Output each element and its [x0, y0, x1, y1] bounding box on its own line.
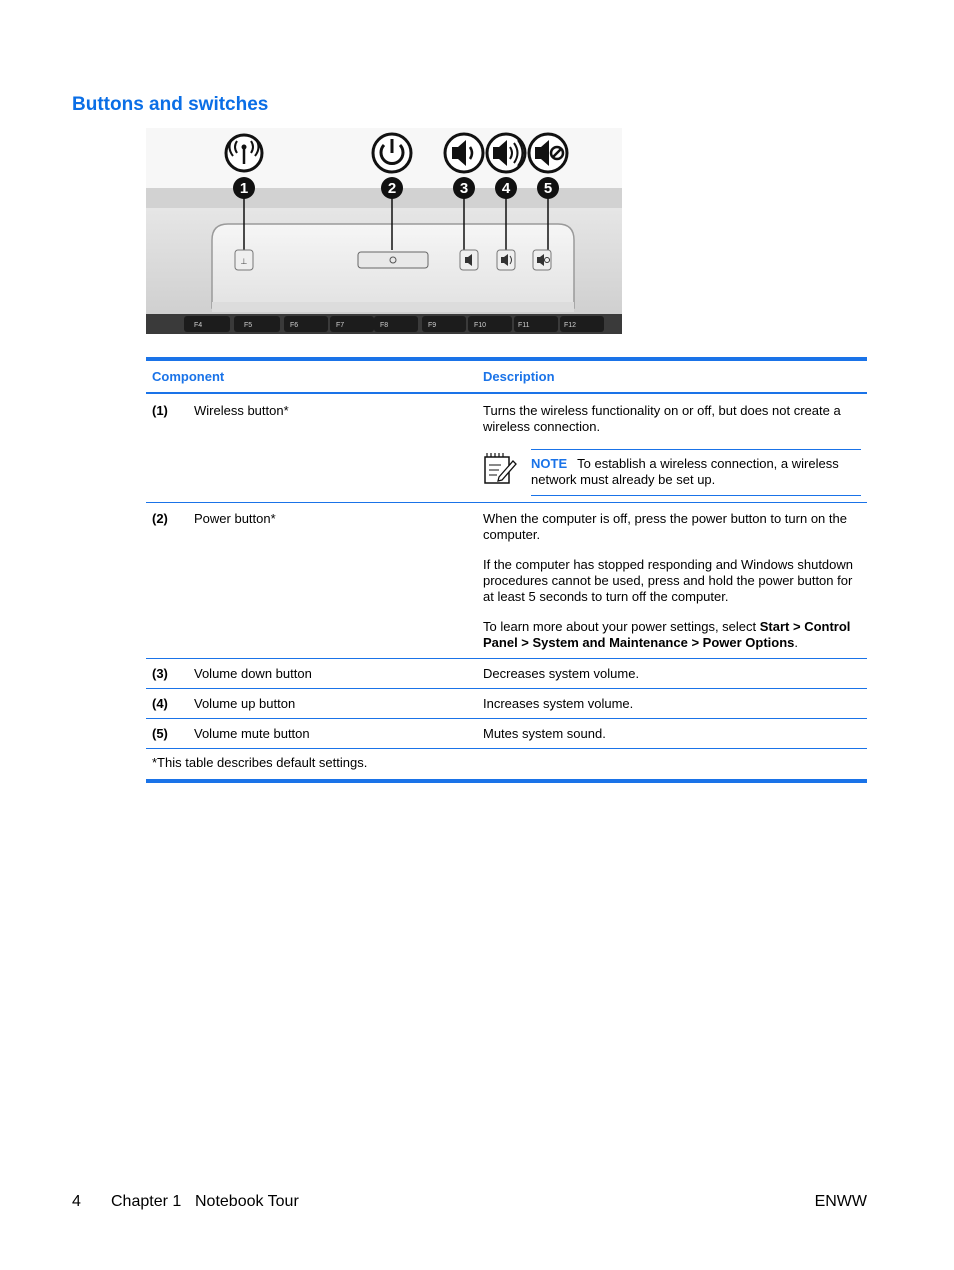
key-f7: [330, 316, 374, 332]
key-f9: [422, 316, 466, 332]
key-f8: [374, 316, 418, 332]
callout-4: [495, 177, 517, 199]
key-f11: [514, 316, 558, 332]
svg-text:2: 2: [387, 180, 397, 197]
svg-text:F11: F11: [518, 322, 530, 329]
row-number: (1): [152, 403, 168, 418]
note-block: [483, 449, 861, 496]
svg-text:3: 3: [459, 180, 469, 197]
row-description: Increases system volume.: [483, 696, 634, 711]
key-f4: [184, 316, 230, 332]
row-component: Volume down button: [194, 666, 312, 681]
callout-1: [233, 177, 255, 199]
table-row-wireless: [146, 394, 867, 502]
footer-locale: ENWW: [814, 1193, 867, 1210]
table-row-volume-down: [146, 659, 867, 688]
row-number: (5): [152, 726, 168, 741]
row-number: (4): [152, 696, 168, 711]
row-description: Turns the wireless functionality on or off, but does not create a wireless connection. NOTE To establish a wireless connection, a wireless network must already be set up.: [483, 403, 867, 496]
svg-text:F5: F5: [244, 322, 253, 329]
wireless-icon: [226, 135, 262, 171]
svg-text:F7: F7: [336, 322, 345, 329]
svg-text:F8: F8: [380, 322, 389, 329]
row-number: (2): [152, 511, 168, 526]
table-row-volume-mute: [146, 719, 867, 748]
table-footnote: *This table describes default settings.: [152, 755, 368, 770]
volume-down-icon: [445, 134, 483, 172]
section-title: Buttons and switches: [72, 94, 269, 115]
svg-text:4: 4: [501, 180, 511, 197]
key-f5: [234, 316, 280, 332]
function-keys: [184, 316, 604, 332]
key-f6: [284, 316, 328, 332]
row-description: When the computer is off, press the power button to turn on the computer. If the computer has stopped responding and Windows shutdown procedures cannot be used, press and hold the power button for at least 5 seconds to turn off the computer. To learn more about your power settings, select Start > Control Panel > System and Maintenance > Power Options.: [483, 511, 854, 650]
footer-title: Notebook Tour: [195, 1193, 299, 1210]
svg-text:F10: F10: [474, 322, 487, 329]
page-number: 4: [72, 1193, 81, 1210]
svg-text:F12: F12: [564, 322, 577, 329]
power-button-graphic: [358, 252, 428, 268]
table-row-volume-up: [146, 689, 867, 718]
volume-up-button-graphic: [497, 250, 515, 270]
callout-5: [537, 177, 559, 199]
callout-3: [453, 177, 475, 199]
row-component: Wireless button*: [194, 403, 289, 418]
component-table: [146, 357, 867, 783]
table-row-power: [146, 503, 867, 658]
key-f12: [560, 316, 604, 332]
row-description: Decreases system volume.: [483, 666, 640, 681]
row-description: Mutes system sound.: [483, 726, 606, 741]
header-component: Component: [152, 369, 225, 384]
svg-text:F9: F9: [428, 322, 437, 329]
svg-text:F4: F4: [194, 322, 203, 329]
svg-text:⊥: ⊥: [240, 257, 248, 266]
volume-up-icon: [487, 134, 525, 172]
row-number: (3): [152, 666, 168, 681]
volume-mute-icon: [529, 134, 567, 172]
table-bottom-rule: [146, 779, 867, 783]
callout-2: [381, 177, 403, 199]
row-component: Volume mute button: [194, 726, 310, 741]
note-text: NOTE To establish a wireless connection, a wireless network must already be set up.: [531, 449, 861, 496]
footer-chapter: Chapter 1: [111, 1193, 182, 1210]
header-description: Description: [483, 369, 555, 384]
power-icon: [373, 134, 411, 172]
row-component: Power button*: [194, 511, 276, 526]
wireless-button-graphic: [235, 250, 253, 270]
note-icon: [483, 449, 531, 489]
table-header: [146, 361, 867, 392]
volume-down-button-graphic: [460, 250, 478, 270]
key-f10: [468, 316, 512, 332]
svg-text:1: 1: [239, 180, 249, 197]
svg-text:5: 5: [543, 180, 553, 197]
row-component: Volume up button: [194, 696, 296, 711]
svg-text:F6: F6: [290, 322, 299, 329]
button-panel-illustration: [146, 128, 622, 334]
volume-mute-button-graphic: [533, 250, 551, 270]
